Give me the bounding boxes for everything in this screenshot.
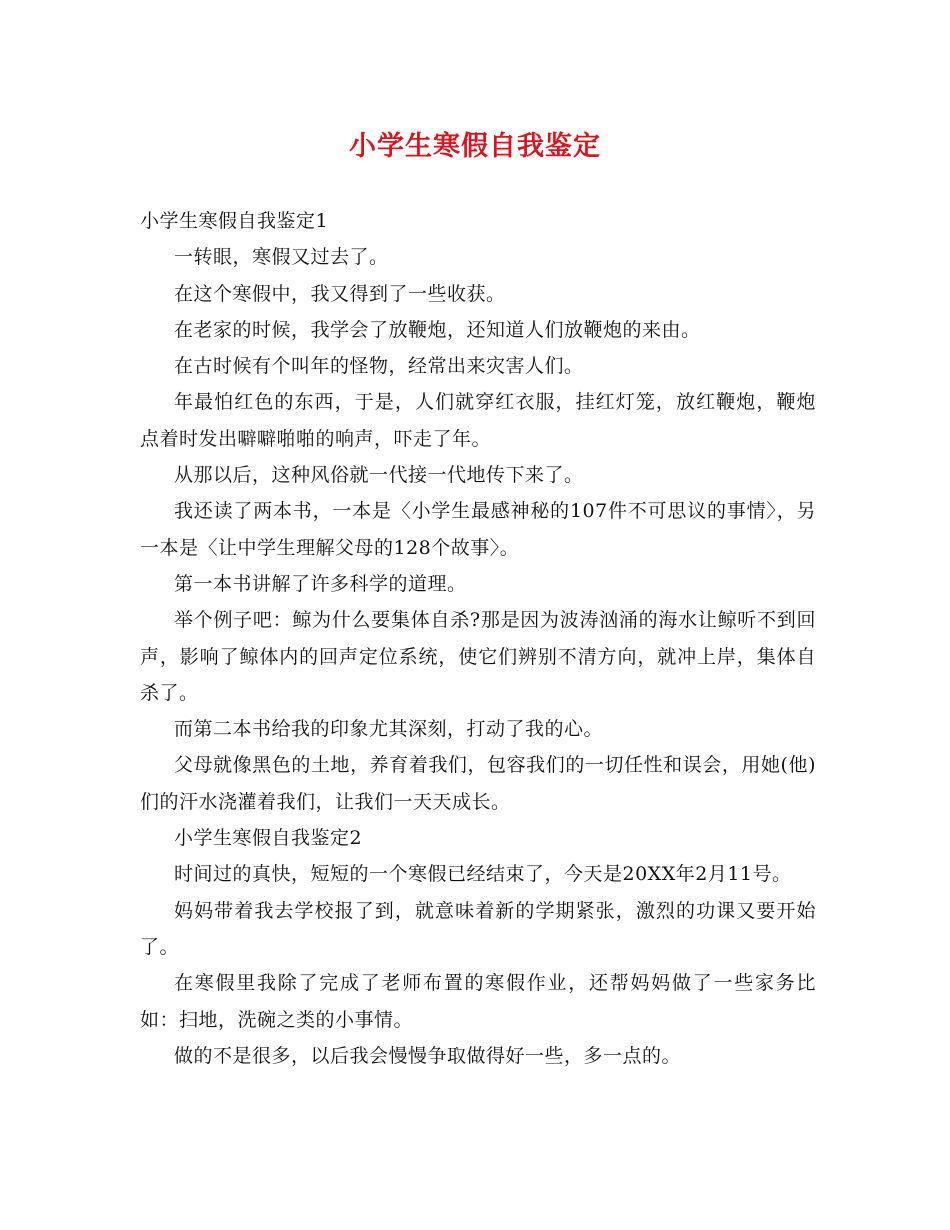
body-paragraph: 而第二本书给我的印象尤其深刻，打动了我的心。 bbox=[174, 718, 604, 741]
body-paragraph: 在古时候有个叫年的怪物，经常出来灾害人们。 bbox=[174, 355, 584, 378]
body-paragraph: 第一本书讲解了许多科学的道理。 bbox=[174, 572, 467, 595]
body-paragraph: 一转眼，寒假又过去了。 bbox=[174, 246, 389, 269]
document-title: 小学生寒假自我鉴定 bbox=[349, 131, 601, 162]
body-paragraph: 做的不是很多，以后我会慢慢争取做得好一些，多一点的。 bbox=[174, 1044, 682, 1067]
document-body bbox=[140, 203, 816, 1074]
body-paragraph: 年最怕红色的东西，于是，人们就穿红衣服，挂红灯笼，放红鞭炮，鞭炮点着时发出噼噼啪啪的响声，吓走了年。 bbox=[140, 391, 816, 450]
body-paragraph: 在这个寒假中，我又得到了一些收获。 bbox=[174, 282, 506, 305]
body-paragraph: 在老家的时候，我学会了放鞭炮，还知道人们放鞭炮的来由。 bbox=[174, 318, 701, 341]
body-paragraph: 小学生寒假自我鉴定1 bbox=[140, 210, 329, 232]
body-paragraph: 在寒假里我除了完成了老师布置的寒假作业，还帮妈妈做了一些家务比如：扫地，洗碗之类的小事情。 bbox=[140, 972, 816, 1031]
body-paragraph: 小学生寒假自我鉴定2 bbox=[174, 827, 363, 850]
body-paragraph: 举个例子吧：鲸为什么要集体自杀?那是因为波涛汹涌的海水让鲸听不到回声，影响了鲸体内的回声定位系统，使它们辨别不清方向，就冲上岸，集体自杀了。 bbox=[140, 609, 816, 704]
body-paragraph: 时间过的真快，短短的一个寒假已经结束了，今天是20XX年2月11号。 bbox=[174, 863, 792, 886]
body-paragraph: 从那以后，这种风俗就一代接一代地传下来了。 bbox=[174, 464, 584, 487]
body-paragraph: 父母就像黑色的土地，养育着我们，包容我们的一切任性和误会，用她(他)们的汗水浇灌着我们，让我们一天天成长。 bbox=[140, 754, 816, 813]
body-paragraph: 我还读了两本书，一本是〈小学生最感神秘的107件不可思议的事情〉，另一本是〈让中学生理解父母的128个故事〉。 bbox=[140, 500, 816, 559]
body-paragraph: 妈妈带着我去学校报了到，就意味着新的学期紧张，激烈的功课又要开始了。 bbox=[140, 899, 816, 958]
